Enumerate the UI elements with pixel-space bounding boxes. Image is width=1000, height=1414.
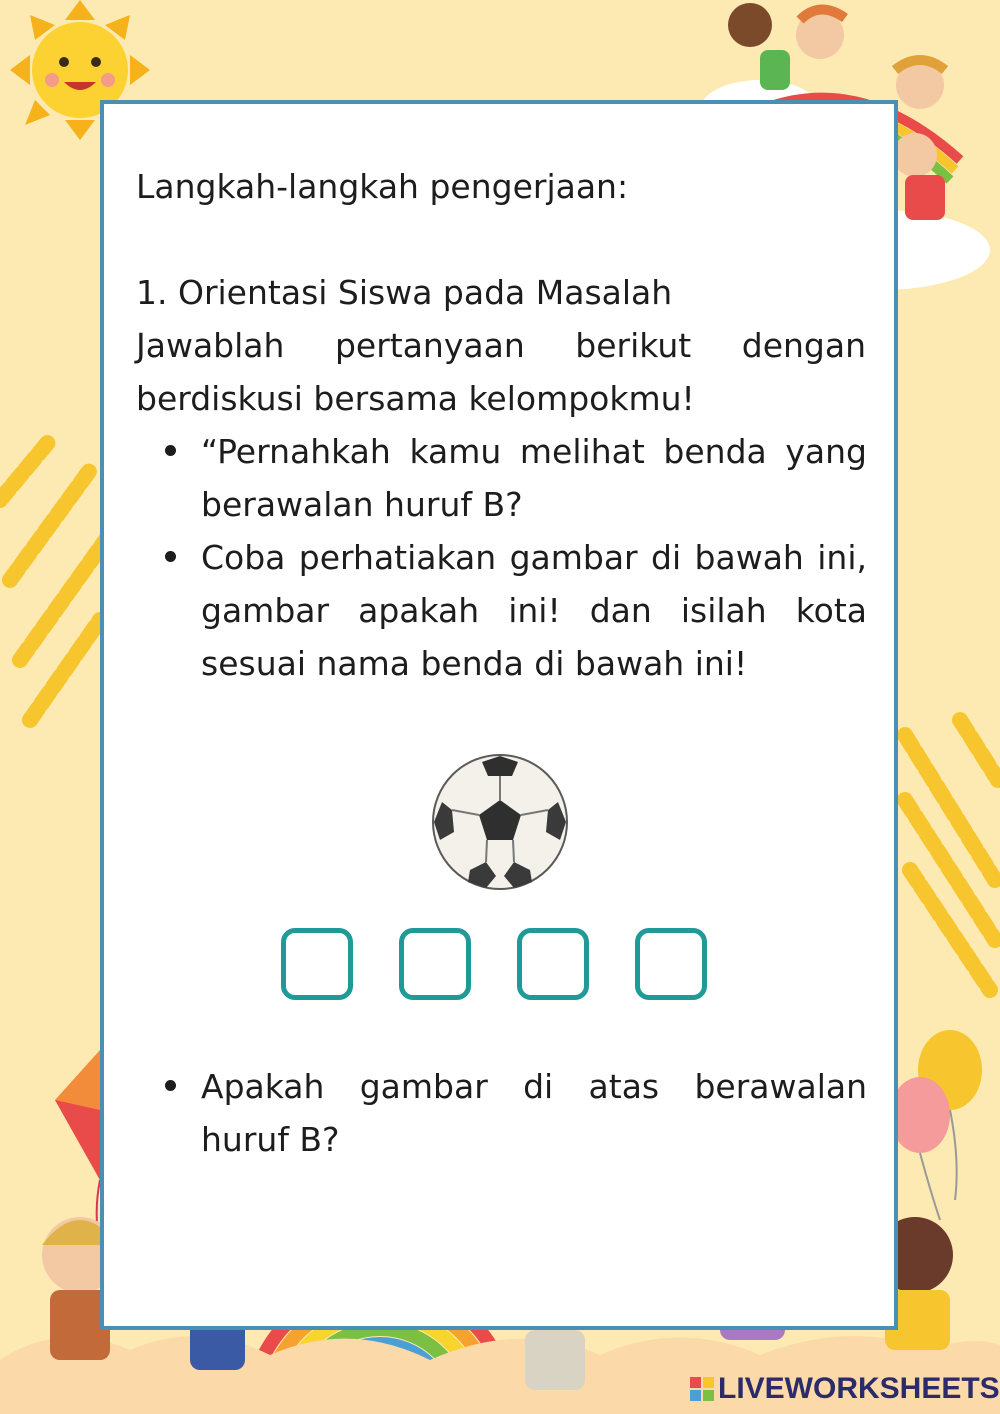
- answer-box-3[interactable]: [517, 928, 589, 1000]
- bullet-line: berawalan huruf B?: [201, 485, 523, 524]
- answer-box-1[interactable]: [281, 928, 353, 1000]
- soccer-ball-icon: [430, 752, 570, 892]
- answer-box-4[interactable]: [635, 928, 707, 1000]
- intro-line-1: Jawablah pertanyaan berikut dengan: [136, 326, 866, 365]
- intro-line-2: berdiskusi bersama kelompokmu!: [136, 379, 695, 418]
- bullet-line: sesuai nama benda di bawah ini!: [201, 644, 748, 683]
- bullet-dot: [165, 1080, 176, 1091]
- yellow-stripes-right: [905, 720, 998, 990]
- bullet-line: Apakah gambar di atas berawalan: [201, 1067, 867, 1106]
- bullet-dot: [165, 445, 176, 456]
- bullet-line: gambar apakah ini! dan isilah kota: [201, 591, 867, 630]
- step-title: 1. Orientasi Siswa pada Masalah: [136, 273, 673, 312]
- bullet-line: huruf B?: [201, 1120, 340, 1159]
- instructions-heading: Langkah-langkah pengerjaan:: [136, 167, 629, 206]
- bullet-dot: [165, 551, 176, 562]
- bullet-line: “Pernahkah kamu melihat benda yang: [201, 432, 867, 471]
- answer-box-2[interactable]: [399, 928, 471, 1000]
- balloons-icon: [890, 1030, 982, 1220]
- brand-name[interactable]: LIVEWORKSHEETS: [718, 1372, 1000, 1405]
- liveworksheets-logo-icon: [690, 1377, 714, 1401]
- bullet-line: Coba perhatiakan gambar di bawah ini,: [201, 538, 867, 577]
